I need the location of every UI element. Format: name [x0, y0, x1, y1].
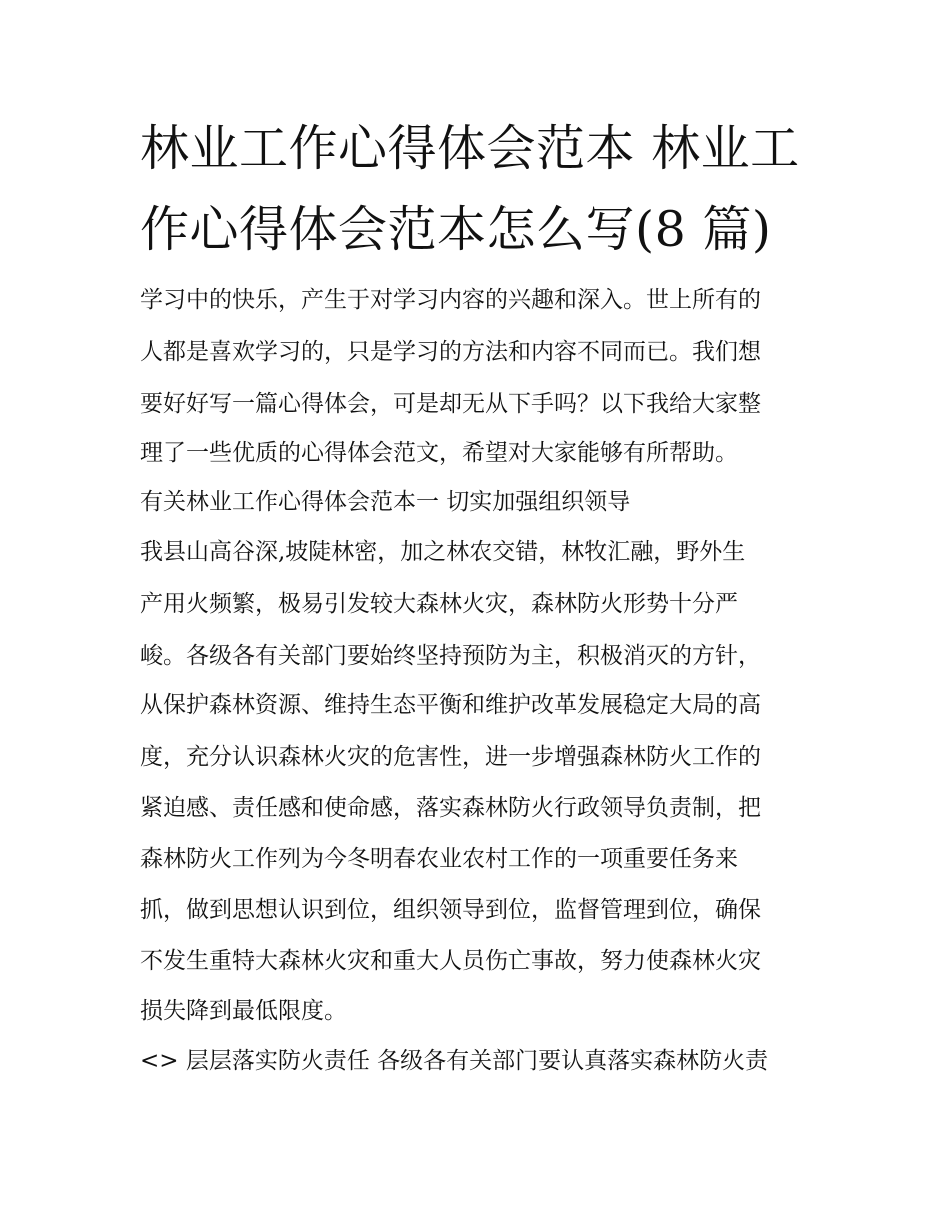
intro-line: 要好好写一篇心得体会，可是却无从下手吗？以下我给大家整: [140, 391, 761, 417]
section-heading: 有关林业工作心得体会范本一 切实加强组织领导: [140, 489, 631, 515]
body-line: 峻。各级各有关部门要始终坚持预防为主，积极消灭的方针，: [140, 643, 761, 669]
body-line: <> 层层落实防火责任 各级各有关部门要认真落实森林防火责: [140, 1048, 769, 1074]
body-line: 森林防火工作列为今冬明春农业农村工作的一项重要任务来: [140, 846, 738, 872]
intro-line: 学习中的快乐，产生于对学习内容的兴趣和深入。世上所有的: [140, 287, 761, 313]
body-line: 产用火频繁，极易引发较大森林火灾，森林防火形势十分严: [140, 591, 738, 617]
body-line: 抓，做到思想认识到位，组织领导到位，监督管理到位，确保: [140, 897, 761, 923]
body-line: 从保护森林资源、维持生态平衡和维护改革发展稳定大局的高: [140, 692, 761, 718]
body-line: 紧迫感、责任感和使命感，落实森林防火行政领导负责制，把: [140, 795, 761, 821]
intro-line: 人都是喜欢学习的，只是学习的方法和内容不同而已。我们想: [140, 339, 761, 365]
body-line: 损失降到最低限度。: [140, 998, 347, 1024]
document-title: [140, 108, 820, 270]
body-line: 不发生重特大森林火灾和重大人员伤亡事故，努力使森林火灾: [140, 948, 761, 974]
title-line-1: 林业工作心得体会范本 林业工: [140, 120, 800, 177]
body-line: 我县山高谷深,坡陡林密，加之林农交错，林牧汇融，野外生: [140, 539, 746, 565]
intro-line: 理了一些优质的心得体会范文，希望对大家能够有所帮助。: [140, 440, 738, 466]
title-line-2: 作心得体会范本怎么写(8 篇): [140, 201, 772, 258]
body-line: 度，充分认识森林火灾的危害性，进一步增强森林防火工作的: [140, 744, 761, 770]
